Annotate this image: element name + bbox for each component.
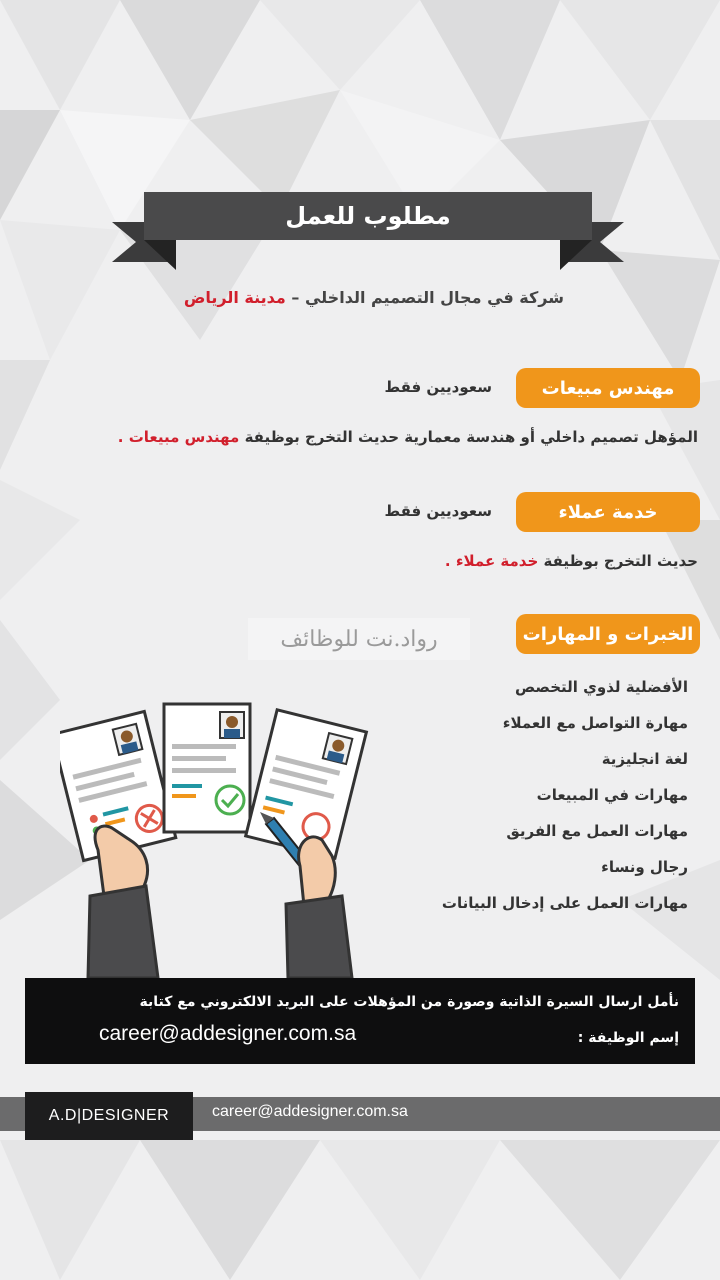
title-ribbon	[112, 192, 624, 272]
job-description-text: المؤهل تصميم داخلي أو هندسة معمارية حديث التخرج بوظيفة	[244, 428, 698, 446]
resume-middle-icon	[164, 704, 250, 832]
skills-list	[388, 672, 688, 924]
job-description-suffix: .	[117, 428, 124, 446]
job-description-suffix: .	[444, 552, 451, 570]
skill-item: رجال ونساء	[601, 858, 688, 876]
job-title-highlight: خدمة عملاء	[455, 552, 539, 570]
company-logo: A.D|DESIGNER	[25, 1092, 193, 1140]
skill-item: مهارات العمل على إدخال البيانات	[441, 894, 688, 912]
job-nationality-customer-service: سعوديين فقط	[384, 502, 492, 520]
watermark-text: رواد.نت للوظائف	[248, 618, 470, 660]
skill-item: مهارات في المبيعات	[536, 786, 688, 804]
skill-item: مهارة التواصل مع العملاء	[502, 714, 688, 732]
contact-job-name-label: إسم الوظيفة :	[577, 1030, 679, 1046]
job-description-text: حديث التخرج بوظيفة	[543, 552, 698, 570]
contact-box	[25, 978, 695, 1064]
skill-item: الأفضلية لذوي التخصص	[514, 678, 688, 696]
job-badge-customer-service: خدمة عملاء	[516, 492, 700, 532]
skill-item: مهارات العمل مع الفريق	[506, 822, 688, 840]
skills-badge: الخبرات و المهارات	[516, 614, 700, 654]
job-nationality-sales-engineer: سعوديين فقط	[384, 378, 492, 396]
skill-item: لغة انجليزية	[601, 750, 688, 768]
page-title: مطلوب للعمل	[144, 192, 592, 240]
company-line	[120, 288, 564, 307]
left-hand-icon	[88, 826, 158, 978]
contact-email[interactable]: career@addesigner.com.sa	[99, 1022, 357, 1045]
resume-illustration	[60, 700, 380, 978]
contact-instructions: نأمل ارسال السيرة الذاتية وصورة من المؤهلات على البريد الالكتروني مع كتابة	[139, 994, 679, 1010]
resume-right-icon	[246, 710, 367, 858]
city-name: مدينة الرياض	[183, 288, 286, 307]
footer-email[interactable]: career@addesigner.com.sa	[212, 1103, 408, 1120]
company-description: شركة في مجال التصميم الداخلي –	[291, 288, 564, 307]
job-description-customer-service	[300, 552, 698, 570]
job-description-sales-engineer	[20, 428, 698, 446]
job-title-highlight: مهندس مبيعات	[128, 428, 240, 446]
job-badge-sales-engineer: مهندس مبيعات	[516, 368, 700, 408]
